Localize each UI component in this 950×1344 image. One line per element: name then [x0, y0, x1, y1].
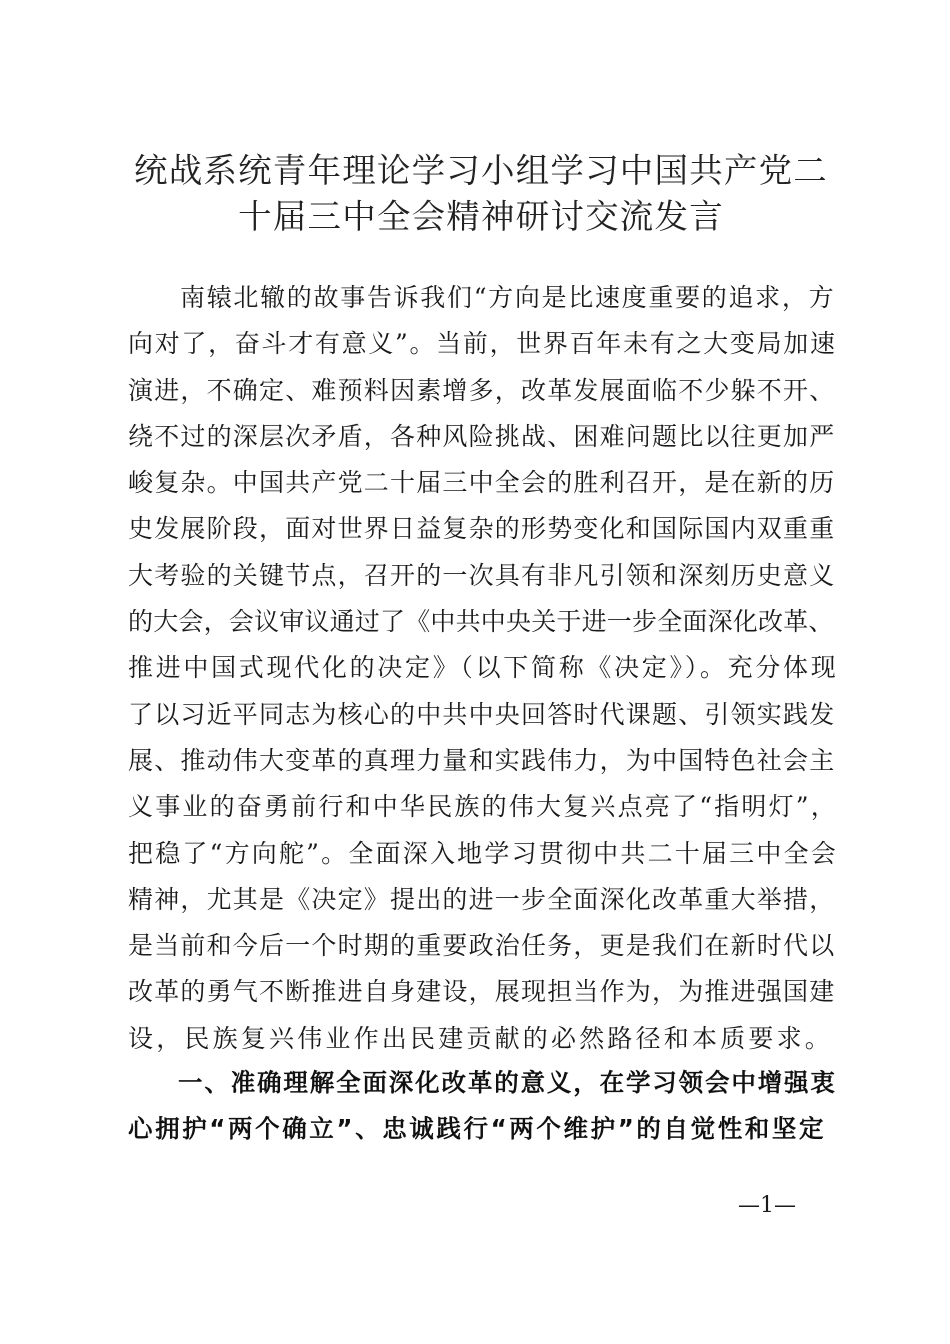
section-heading-line-1: 一、准确理解全面深化改革的意义，在学习领会中增强衷 — [178, 1068, 837, 1097]
body-line: 演进，不确定、难预料因素增多，改革发展面临不少躲不开、 — [128, 375, 836, 405]
body-line: 义事业的奋勇前行和中华民族的伟大复兴点亮了“指明灯”， — [128, 792, 838, 822]
title-line-2: 十届三中全会精神研讨交流发言 — [238, 197, 724, 236]
body-line: 的大会，会议审议通过了《中共中央关于进一步全面深化改革、 — [128, 607, 834, 637]
body-line: 史发展阶段，面对世界日益复杂的形势变化和国际国内双重重 — [128, 514, 836, 544]
body-line: 是当前和今后一个时期的重要政治任务，更是我们在新时代以 — [128, 931, 836, 961]
body-line: 展、推动伟大变革的真理力量和实践伟力，为中国特色社会主 — [128, 745, 836, 775]
body-line: 推进中国式现代化的决定》（以下简称《决定》）。充分体现 — [128, 653, 839, 683]
body-line: 绕不过的深层次矛盾，各种风险挑战、困难问题比以往更加严 — [128, 421, 836, 451]
body-line: 南辕北辙的故事告诉我们“方向是比速度重要的追求，方 — [180, 283, 836, 312]
title-line-1: 统战系统青年理论学习小组学习中国共产党二 — [134, 151, 828, 190]
body-line: 把稳了“方向舵”。全面深入地学习贯彻中共二十届三中全会 — [128, 838, 838, 868]
body-line: 大考验的关键节点，召开的一次具有非凡引领和深刻历史意义 — [128, 560, 836, 590]
page-number: —1— — [738, 1193, 796, 1218]
section-heading — [128, 1060, 840, 1153]
body-line: 向对了，奋斗才有意义”。当前，世界百年未有之大变局加速 — [128, 329, 837, 359]
body-line: 峻复杂。中国共产党二十届三中全会的胜利召开，是在新的历 — [128, 468, 836, 498]
body-line: 设，民族复兴伟业作出民建贡献的必然路径和本质要求。 — [128, 1023, 834, 1053]
document-title — [128, 148, 834, 240]
body-line: 精神，尤其是《决定》提出的进一步全面深化改革重大举措， — [128, 884, 836, 914]
body-line: 改革的勇气不断推进自身建设，展现担当作为，为推进强国建 — [128, 977, 836, 1007]
section-heading-line-2: 心拥护“两个确立”、忠诚践行“两个维护”的自觉性和坚定 — [128, 1114, 827, 1144]
body-line: 了以习近平同志为核心的中共中央回答时代课题、引领实践发 — [128, 699, 836, 729]
body-paragraph — [128, 275, 840, 1062]
